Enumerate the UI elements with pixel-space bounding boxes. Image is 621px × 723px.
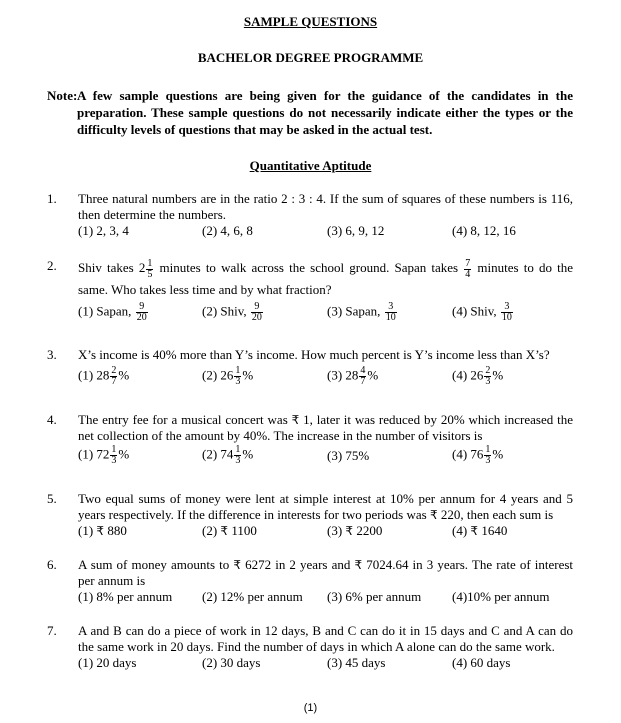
option-label: (3) Sapan, <box>327 303 381 318</box>
option-2: (2) 12% per annum <box>202 589 303 604</box>
option-value: 2200 <box>353 523 383 538</box>
option-value: 1640 <box>478 523 508 538</box>
options-row <box>78 523 573 541</box>
option-suffix: % <box>242 367 254 383</box>
fraction-denominator: 3 <box>235 455 241 466</box>
fraction-numerator: 9 <box>251 302 263 313</box>
question-text-part: 220, then each sum is <box>437 507 554 522</box>
page-title: SAMPLE QUESTIONS <box>243 14 378 29</box>
fraction <box>251 302 263 323</box>
option-1: (1) 2, 3, 4 <box>78 223 129 238</box>
question-number: 4. <box>47 412 57 427</box>
fraction <box>234 445 241 466</box>
fraction-numerator: 1 <box>235 444 241 455</box>
option-4 <box>452 302 514 323</box>
question-text-part: minutes to do the same. Who takes less time and by what fraction? <box>78 260 573 297</box>
fraction-numerator: 7 <box>465 257 471 269</box>
fraction-denominator: 3 <box>485 455 491 466</box>
question-number: 3. <box>47 347 57 362</box>
rupee-symbol: ₹ <box>96 524 105 538</box>
fraction <box>136 302 148 323</box>
option-3 <box>327 302 398 323</box>
option-1 <box>78 366 129 387</box>
fraction-numerator: 4 <box>360 365 366 376</box>
option-label: (1) Sapan, <box>78 303 132 318</box>
rupee-symbol: ₹ <box>291 413 300 427</box>
option-2 <box>202 302 264 323</box>
option-label: (2) 74 <box>202 446 234 462</box>
question-text-part: 1, later it was reduced by 20% which increased the net collection of the amount by 40%. The increase in the number of visitors is <box>78 412 573 443</box>
page-subtitle: BACHELOR DEGREE PROGRAMME <box>197 50 424 65</box>
question-number: 1. <box>47 191 57 206</box>
option-label: (4) 26 <box>452 367 484 383</box>
question-text <box>78 557 573 589</box>
fraction-denominator: 4 <box>465 268 471 280</box>
option-label: (4) 76 <box>452 446 484 462</box>
question-text-part: 7024.64 in 3 years. The rate of interest per annum is <box>78 557 574 588</box>
fraction <box>359 366 366 387</box>
option-prefix: (2) <box>202 523 221 538</box>
option-suffix: % <box>492 367 504 383</box>
fraction <box>234 366 241 387</box>
fraction-numerator: 1 <box>111 444 117 455</box>
option-4 <box>452 445 503 466</box>
option-label: (3) 28 <box>327 367 359 383</box>
rupee-symbol: ₹ <box>470 524 479 538</box>
options-row <box>78 445 573 471</box>
page-number: (1) <box>303 702 318 714</box>
rupee-symbol: ₹ <box>345 524 354 538</box>
fraction-numerator: 1 <box>485 444 491 455</box>
fraction <box>385 302 397 323</box>
fraction-denominator: 20 <box>136 311 147 323</box>
option-label: (3) 75% <box>327 448 370 463</box>
note-text: A few sample questions are being given for the guidance of the candidates in the preparation. These sample questions do not necessarily indicate either the types or the difficulty levels of questions that may be asked in the actual test. <box>77 88 573 137</box>
fraction-denominator: 3 <box>111 455 117 466</box>
option-1 <box>78 523 127 539</box>
option-3 <box>327 523 382 539</box>
option-label: (4) Shiv, <box>452 303 497 318</box>
question-text-part: A sum of money amounts to <box>78 557 234 572</box>
fraction-denominator: 7 <box>360 376 366 387</box>
option-3 <box>327 448 369 464</box>
option-prefix: (4) <box>452 523 471 538</box>
rupee-symbol: ₹ <box>233 558 241 572</box>
question-3 <box>47 347 573 392</box>
fraction <box>484 366 491 387</box>
question-number: 2. <box>47 258 57 273</box>
question-2 <box>47 258 573 328</box>
question-text-part: 6272 in 2 years and <box>241 557 355 572</box>
option-2 <box>202 523 257 539</box>
question-number: 7. <box>47 623 57 638</box>
question-text: A and B can do a piece of work in 12 days, B and C can do it in 15 days and C and A can do the same work in 20 days. Find the number of days in which A alone can do the same work. <box>78 623 573 654</box>
rupee-symbol: ₹ <box>220 524 229 538</box>
fraction-denominator: 5 <box>147 268 153 280</box>
option-2 <box>202 366 253 387</box>
option-suffix: % <box>118 367 130 383</box>
note-label: Note: <box>47 88 78 103</box>
option-1 <box>78 445 129 466</box>
question-text-part: The entry fee for a musical concert was <box>78 412 292 427</box>
question-text-part: Shiv takes 2 <box>78 260 146 275</box>
fraction <box>501 302 513 323</box>
question-number: 6. <box>47 557 57 572</box>
question-text-part: minutes to walk across the school ground. Sapan takes <box>154 260 464 275</box>
fraction-numerator: 3 <box>385 302 397 313</box>
question-7 <box>47 623 573 673</box>
rupee-symbol: ₹ <box>354 558 363 572</box>
fraction-denominator: 20 <box>251 311 262 323</box>
fraction-denominator: 7 <box>111 376 117 387</box>
option-1: (1) 20 days <box>78 655 137 670</box>
fraction-numerator: 2 <box>111 365 117 376</box>
fraction-denominator: 10 <box>385 311 396 323</box>
question-text: X’s income is 40% more than Y’s income. How much percent is Y’s income less than X’s? <box>78 347 550 362</box>
fraction <box>464 259 471 280</box>
option-label: (2) Shiv, <box>202 303 247 318</box>
option-4: (4) 8, 12, 16 <box>452 223 516 238</box>
question-text <box>78 491 573 523</box>
question-4 <box>47 412 573 471</box>
fraction <box>146 259 153 280</box>
fraction <box>110 445 117 466</box>
option-2: (2) 30 days <box>202 655 261 670</box>
fraction-numerator: 3 <box>501 302 513 313</box>
question-text <box>78 258 573 300</box>
option-prefix: (3) <box>327 523 346 538</box>
option-2: (2) 4, 6, 8 <box>202 223 253 238</box>
option-label: (2) 26 <box>202 367 234 383</box>
options-row <box>78 589 573 607</box>
question-number: 5. <box>47 491 57 506</box>
option-4: (4)10% per annum <box>452 589 550 604</box>
option-3: (3) 6% per annum <box>327 589 422 604</box>
option-1: (1) 8% per annum <box>78 589 173 604</box>
option-value: 880 <box>104 523 127 538</box>
option-2 <box>202 445 253 466</box>
fraction-numerator: 2 <box>485 365 491 376</box>
option-label: (1) 72 <box>78 446 110 462</box>
options-row <box>78 223 573 241</box>
option-4 <box>452 523 507 539</box>
rupee-symbol: ₹ <box>429 508 438 522</box>
options-row <box>78 366 573 392</box>
fraction-numerator: 1 <box>147 257 153 269</box>
section-title: Quantitative Aptitude <box>249 158 372 173</box>
fraction-denominator: 3 <box>235 376 241 387</box>
question-text <box>78 412 573 444</box>
options-row <box>78 655 573 673</box>
question-text-part: Two equal sums of money were lent at simple interest at 10% per annum for 4 years and 5 years respectively. If the difference in interests for two periods was <box>78 491 573 522</box>
option-label: (1) 28 <box>78 367 110 383</box>
fraction-numerator: 9 <box>136 302 148 313</box>
options-row <box>78 302 573 328</box>
option-value: 1100 <box>228 523 257 538</box>
option-4 <box>452 366 503 387</box>
option-prefix: (1) <box>78 523 97 538</box>
option-suffix: % <box>367 367 379 383</box>
option-suffix: % <box>118 446 130 462</box>
option-suffix: % <box>492 446 504 462</box>
option-3: (3) 6, 9, 12 <box>327 223 385 238</box>
option-suffix: % <box>242 446 254 462</box>
fraction <box>110 366 117 387</box>
option-1 <box>78 302 149 323</box>
option-4: (4) 60 days <box>452 655 511 670</box>
fraction <box>484 445 491 466</box>
question-5 <box>47 491 573 541</box>
option-3 <box>327 366 378 387</box>
question-6 <box>47 557 573 607</box>
option-3: (3) 45 days <box>327 655 386 670</box>
fraction-denominator: 3 <box>485 376 491 387</box>
question-1 <box>47 191 573 241</box>
fraction-denominator: 10 <box>501 311 512 323</box>
fraction-numerator: 1 <box>235 365 241 376</box>
question-text: Three natural numbers are in the ratio 2 : 3 : 4. If the sum of squares of these numbers is 116, then determine the numbers. <box>78 191 573 222</box>
note-block <box>47 87 573 138</box>
